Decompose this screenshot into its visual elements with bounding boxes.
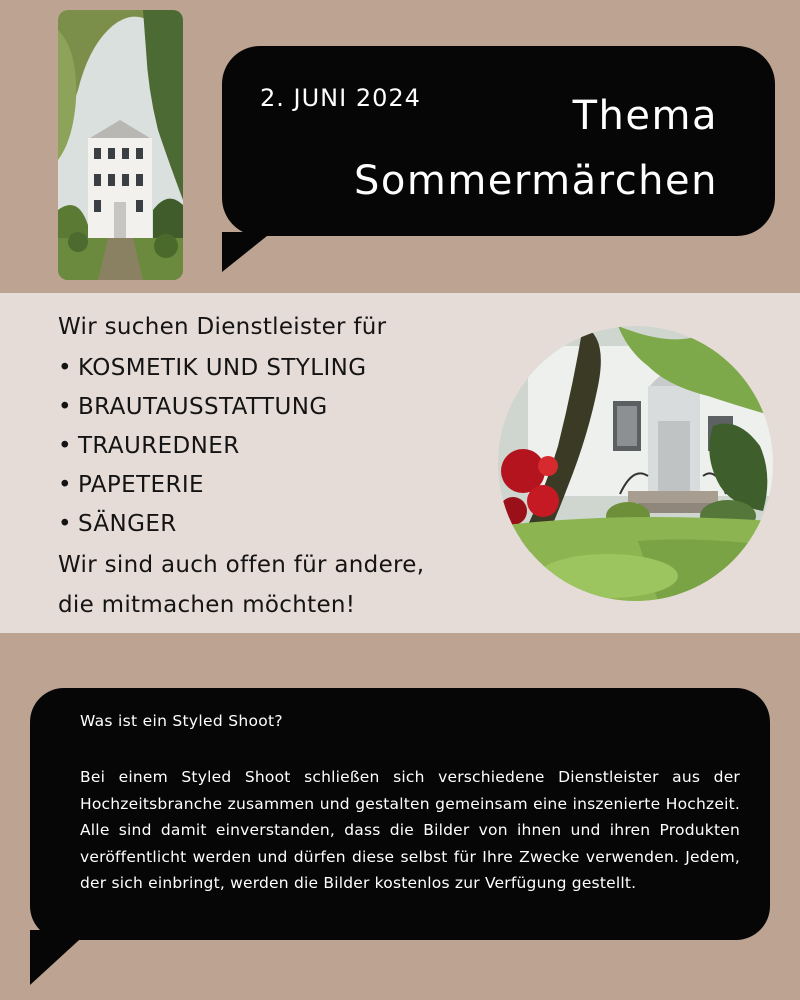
villa-photo-illustration [58,10,183,280]
service-label: BRAUTAUSSTATTUNG [77,394,328,420]
service-label: TRAUREDNER [77,433,240,459]
service-label: KOSMETIK UND STYLING [77,355,367,381]
bullet-icon: • [58,472,72,498]
bullet-icon: • [58,511,72,537]
services-outro-line2: die mitmachen möchten! [58,592,356,618]
faq-bubble-tail [30,930,90,985]
bullet-icon: • [58,394,72,420]
theme-label: Thema [572,93,718,139]
bullet-icon: • [58,355,72,381]
garden-photo-illustration [498,326,773,601]
service-item [58,392,366,431]
service-label: SÄNGER [77,511,177,537]
theme-title: Sommermärchen [354,158,718,204]
faq-answer: Bei einem Styled Shoot schließen sich verschiedene Dienstleister aus der Hochzeitsbranche zusammen und gestalten gemeinsam eine inszenierte Hochzeit. Alle sind damit einverstanden, dass die Bilder von ihnen und ihren Produkten veröffentlicht werden und dürfen diese selbst für Ihre Zwecke verwenden. Jedem, der sich einbringt, werden die Bilder kostenlos zur Verfügung gestellt. [80,768,740,893]
service-item [58,353,366,392]
service-item [58,470,366,509]
service-label: PAPETERIE [77,472,204,498]
villa-phone-photo [58,10,183,280]
bullet-icon: • [58,433,72,459]
service-item [58,509,366,548]
services-list [58,353,366,548]
event-date: 2. JUNI 2024 [260,84,421,112]
services-outro-line1: Wir sind auch offen für andere, [58,552,425,578]
header-speech-bubble [222,46,775,236]
services-intro: Wir suchen Dienstleister für [58,314,387,340]
faq-question: Was ist ein Styled Shoot? [80,712,283,730]
header-bubble-tail [222,232,272,272]
garden-circle-photo [498,326,773,601]
services-outro [58,545,424,625]
service-item [58,431,366,470]
